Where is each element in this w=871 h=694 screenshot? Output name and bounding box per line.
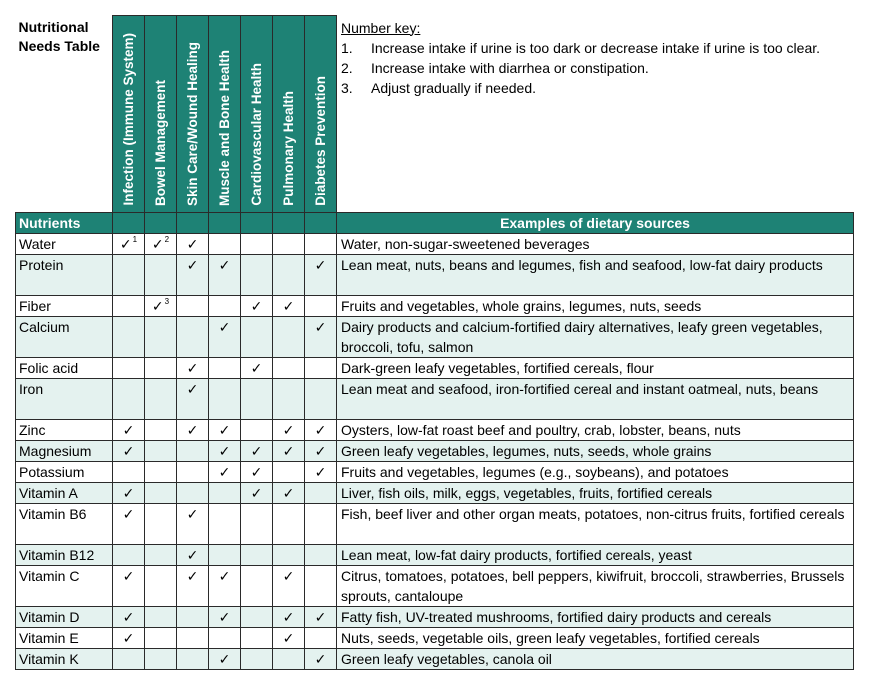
column-header-label: Infection (Immune System) (121, 33, 136, 206)
column-header-label: Skin Care/Wound Healing (185, 41, 200, 206)
check-cell (209, 255, 241, 296)
header-blank-cell (177, 213, 209, 234)
check-cell (241, 255, 273, 296)
checkmark-icon: ✓ (282, 609, 295, 625)
check-cell (209, 441, 241, 462)
checkmark-icon: ✓ (122, 443, 135, 459)
checkmark-icon: ✓ (122, 422, 135, 438)
check-cell (305, 296, 337, 317)
check-cell (177, 628, 209, 649)
number-key-text: Increase intake if urine is too dark or decrease intake if urine is too clear. (371, 39, 821, 56)
header-blank-cell (273, 213, 305, 234)
check-cell (145, 296, 177, 317)
check-cell (273, 545, 305, 566)
column-header-skin (177, 16, 209, 213)
check-cell (209, 358, 241, 379)
check-cell (241, 607, 273, 628)
check-cell (209, 607, 241, 628)
dietary-sources: Nuts, seeds, vegetable oils, green leafy vegetables, fortified cereals (337, 628, 854, 649)
checkmark-icon: ✓ (218, 257, 231, 273)
check-cell (209, 649, 241, 670)
check-cell (305, 441, 337, 462)
header-blank-cell (209, 213, 241, 234)
table-row (16, 234, 854, 255)
check-cell (145, 483, 177, 504)
checkmark-icon: ✓ (119, 236, 132, 252)
checkmark-icon: ✓ (314, 257, 327, 273)
checkmark-icon: ✓ (186, 257, 199, 273)
check-cell (113, 504, 145, 545)
header-blank-cell (145, 213, 177, 234)
check-cell (273, 420, 305, 441)
nutritional-needs-table (15, 15, 854, 670)
table-row (16, 420, 854, 441)
table-row (16, 649, 854, 670)
check-cell (177, 545, 209, 566)
check-cell (273, 296, 305, 317)
check-cell (305, 483, 337, 504)
check-cell (177, 607, 209, 628)
check-cell (209, 566, 241, 607)
check-cell (241, 234, 273, 255)
table-row (16, 358, 854, 379)
check-cell (273, 358, 305, 379)
nutrient-name: Folic acid (16, 358, 113, 379)
table-row (16, 379, 854, 420)
sources-header: Examples of dietary sources (337, 213, 854, 234)
number-key-item (341, 38, 850, 58)
check-cell (241, 545, 273, 566)
dietary-sources: Green leafy vegetables, legumes, nuts, seeds, whole grains (337, 441, 854, 462)
checkmark-icon: ✓ (314, 422, 327, 438)
checkmark-icon: ✓ (122, 609, 135, 625)
checkmark-icon: ✓ (151, 298, 164, 314)
number-key-num: 3. (341, 79, 353, 96)
check-cell (209, 462, 241, 483)
table-row (16, 607, 854, 628)
check-cell (209, 483, 241, 504)
table-row (16, 566, 854, 607)
check-cell (305, 566, 337, 607)
nutrient-name: Zinc (16, 420, 113, 441)
check-cell (113, 358, 145, 379)
checkmark-icon: ✓ (250, 360, 263, 376)
nutrient-name: Vitamin C (16, 566, 113, 607)
check-cell (305, 255, 337, 296)
table-row (16, 628, 854, 649)
table-row (16, 296, 854, 317)
table-row (16, 504, 854, 545)
check-cell (145, 234, 177, 255)
check-cell (113, 379, 145, 420)
check-cell (113, 420, 145, 441)
column-header-cardio (241, 16, 273, 213)
dietary-sources: Water, non-sugar-sweetened beverages (337, 234, 854, 255)
check-cell (177, 296, 209, 317)
check-cell (241, 462, 273, 483)
number-key-text: Increase intake with diarrhea or constipation. (371, 59, 649, 76)
check-cell (145, 379, 177, 420)
checkmark-icon: ✓ (282, 485, 295, 501)
check-cell (177, 566, 209, 607)
dietary-sources: Lean meat and seafood, iron-fortified cereal and instant oatmeal, nuts, beans (337, 379, 854, 420)
nutrient-name: Calcium (16, 317, 113, 358)
footnote-marker: 2 (164, 235, 170, 244)
nutrient-name: Vitamin D (16, 607, 113, 628)
check-cell (273, 566, 305, 607)
checkmark-icon: ✓ (122, 568, 135, 584)
check-cell (273, 649, 305, 670)
check-cell (305, 358, 337, 379)
number-key-text: Adjust gradually if needed. (371, 79, 536, 96)
number-key-title: Number key: (341, 19, 421, 36)
check-cell (145, 649, 177, 670)
check-cell (113, 234, 145, 255)
check-cell (177, 504, 209, 545)
check-cell (209, 379, 241, 420)
check-cell (177, 462, 209, 483)
check-cell (113, 545, 145, 566)
check-cell (113, 566, 145, 607)
number-key-item (341, 78, 850, 98)
number-key-item (341, 58, 850, 78)
nutrient-name: Magnesium (16, 441, 113, 462)
check-cell (241, 649, 273, 670)
dietary-sources: Dairy products and calcium-fortified dairy alternatives, leafy green vegetables, broccoli, tofu, salmon (337, 317, 854, 358)
checkmark-icon: ✓ (314, 443, 327, 459)
checkmark-icon: ✓ (186, 568, 199, 584)
checkmark-icon: ✓ (250, 485, 263, 501)
check-cell (145, 420, 177, 441)
check-cell (113, 441, 145, 462)
check-cell (209, 504, 241, 545)
checkmark-icon: ✓ (122, 630, 135, 646)
check-cell (273, 628, 305, 649)
check-cell (177, 317, 209, 358)
check-cell (241, 628, 273, 649)
check-cell (209, 234, 241, 255)
nutrient-name: Protein (16, 255, 113, 296)
check-cell (273, 462, 305, 483)
column-header-label: Pulmonary Health (281, 91, 296, 206)
header-blank-cell (241, 213, 273, 234)
check-cell (305, 462, 337, 483)
check-cell (145, 566, 177, 607)
dietary-sources: Fish, beef liver and other organ meats, potatoes, non-citrus fruits, fortified cereals (337, 504, 854, 545)
check-cell (177, 441, 209, 462)
dietary-sources: Green leafy vegetables, canola oil (337, 649, 854, 670)
check-cell (145, 317, 177, 358)
check-cell (305, 420, 337, 441)
table-row (16, 545, 854, 566)
column-header-row (16, 16, 854, 213)
dietary-sources: Citrus, tomatoes, potatoes, bell peppers, kiwifruit, broccoli, strawberries, Brussels sprouts, cantaloupe (337, 566, 854, 607)
checkmark-icon: ✓ (151, 236, 164, 252)
checkmark-icon: ✓ (282, 630, 295, 646)
table-row (16, 483, 854, 504)
checkmark-icon: ✓ (186, 506, 199, 522)
nutrient-name: Fiber (16, 296, 113, 317)
check-cell (113, 607, 145, 628)
header-blank-cell (305, 213, 337, 234)
check-cell (305, 628, 337, 649)
checkmark-icon: ✓ (282, 443, 295, 459)
table-row (16, 255, 854, 296)
checkmark-icon: ✓ (314, 609, 327, 625)
column-header-label: Cardiovascular Health (249, 63, 264, 206)
nutrient-name: Iron (16, 379, 113, 420)
checkmark-icon: ✓ (282, 422, 295, 438)
check-cell (113, 317, 145, 358)
dietary-sources: Lean meat, nuts, beans and legumes, fish and seafood, low-fat dairy products (337, 255, 854, 296)
number-key (337, 16, 854, 213)
check-cell (113, 649, 145, 670)
checkmark-icon: ✓ (218, 651, 231, 667)
checkmark-icon: ✓ (186, 381, 199, 397)
check-cell (177, 234, 209, 255)
check-cell (305, 379, 337, 420)
checkmark-icon: ✓ (186, 360, 199, 376)
check-cell (113, 255, 145, 296)
check-cell (241, 317, 273, 358)
number-key-list (341, 38, 850, 98)
checkmark-icon: ✓ (218, 609, 231, 625)
check-cell (241, 379, 273, 420)
footnote-marker: 1 (132, 235, 138, 244)
check-cell (241, 296, 273, 317)
dietary-sources: Oysters, low-fat roast beef and poultry, crab, lobster, beans, nuts (337, 420, 854, 441)
checkmark-icon: ✓ (186, 236, 199, 252)
check-cell (145, 545, 177, 566)
table-row (16, 462, 854, 483)
nutrient-name: Potassium (16, 462, 113, 483)
check-cell (241, 504, 273, 545)
check-cell (305, 234, 337, 255)
table-row (16, 317, 854, 358)
check-cell (113, 462, 145, 483)
column-header-label: Bowel Management (153, 79, 168, 206)
nutrient-name: Vitamin K (16, 649, 113, 670)
table-title: Nutritional Needs Table (18, 18, 100, 54)
checkmark-icon: ✓ (218, 568, 231, 584)
check-cell (145, 441, 177, 462)
column-header-bowel (145, 16, 177, 213)
checkmark-icon: ✓ (122, 506, 135, 522)
checkmark-icon: ✓ (218, 422, 231, 438)
checkmark-icon: ✓ (122, 485, 135, 501)
check-cell (305, 545, 337, 566)
checkmark-icon: ✓ (282, 298, 295, 314)
check-cell (209, 545, 241, 566)
footnote-marker: 3 (164, 297, 170, 306)
check-cell (305, 317, 337, 358)
check-cell (145, 628, 177, 649)
check-cell (177, 358, 209, 379)
table-row (16, 441, 854, 462)
check-cell (305, 504, 337, 545)
checkmark-icon: ✓ (314, 651, 327, 667)
nutrient-name: Vitamin B12 (16, 545, 113, 566)
checkmark-icon: ✓ (186, 547, 199, 563)
checkmark-icon: ✓ (282, 568, 295, 584)
nutrient-name: Vitamin B6 (16, 504, 113, 545)
column-header-diabetes (305, 16, 337, 213)
check-cell (241, 441, 273, 462)
column-header-infection (113, 16, 145, 213)
check-cell (177, 255, 209, 296)
check-cell (273, 483, 305, 504)
checkmark-icon: ✓ (250, 443, 263, 459)
check-cell (273, 255, 305, 296)
dietary-sources: Fatty fish, UV-treated mushrooms, fortified dairy products and cereals (337, 607, 854, 628)
check-cell (145, 504, 177, 545)
check-cell (273, 317, 305, 358)
nutrient-name: Vitamin E (16, 628, 113, 649)
dietary-sources: Fruits and vegetables, legumes (e.g., soybeans), and potatoes (337, 462, 854, 483)
check-cell (177, 420, 209, 441)
check-cell (177, 649, 209, 670)
table-body (16, 234, 854, 670)
number-key-num: 2. (341, 59, 353, 76)
nutrient-name: Water (16, 234, 113, 255)
dietary-sources: Liver, fish oils, milk, eggs, vegetables, fruits, fortified cereals (337, 483, 854, 504)
check-cell (241, 420, 273, 441)
header-blank-cell (113, 213, 145, 234)
check-cell (113, 628, 145, 649)
check-cell (209, 296, 241, 317)
check-cell (241, 358, 273, 379)
checkmark-icon: ✓ (250, 298, 263, 314)
check-cell (273, 234, 305, 255)
check-cell (177, 483, 209, 504)
check-cell (209, 628, 241, 649)
check-cell (273, 441, 305, 462)
check-cell (145, 358, 177, 379)
checkmark-icon: ✓ (218, 443, 231, 459)
check-cell (145, 607, 177, 628)
number-key-num: 1. (341, 39, 353, 56)
check-cell (241, 566, 273, 607)
check-cell (145, 462, 177, 483)
check-cell (113, 296, 145, 317)
nutrients-header: Nutrients (16, 213, 113, 234)
checkmark-icon: ✓ (186, 422, 199, 438)
checkmark-icon: ✓ (314, 464, 327, 480)
dietary-sources: Dark-green leafy vegetables, fortified cereals, flour (337, 358, 854, 379)
column-header-label: Diabetes Prevention (313, 76, 328, 206)
check-cell (305, 649, 337, 670)
column-header-label: Muscle and Bone Health (217, 49, 232, 206)
check-cell (177, 379, 209, 420)
checkmark-icon: ✓ (218, 319, 231, 335)
check-cell (113, 483, 145, 504)
table-header-row (16, 213, 854, 234)
checkmark-icon: ✓ (218, 464, 231, 480)
check-cell (273, 607, 305, 628)
check-cell (145, 255, 177, 296)
checkmark-icon: ✓ (250, 464, 263, 480)
check-cell (305, 607, 337, 628)
column-header-muscle (209, 16, 241, 213)
check-cell (241, 483, 273, 504)
checkmark-icon: ✓ (314, 319, 327, 335)
check-cell (273, 504, 305, 545)
dietary-sources: Fruits and vegetables, whole grains, legumes, nuts, seeds (337, 296, 854, 317)
check-cell (209, 420, 241, 441)
check-cell (209, 317, 241, 358)
check-cell (273, 379, 305, 420)
column-header-pulmonary (273, 16, 305, 213)
nutrient-name: Vitamin A (16, 483, 113, 504)
dietary-sources: Lean meat, low-fat dairy products, fortified cereals, yeast (337, 545, 854, 566)
